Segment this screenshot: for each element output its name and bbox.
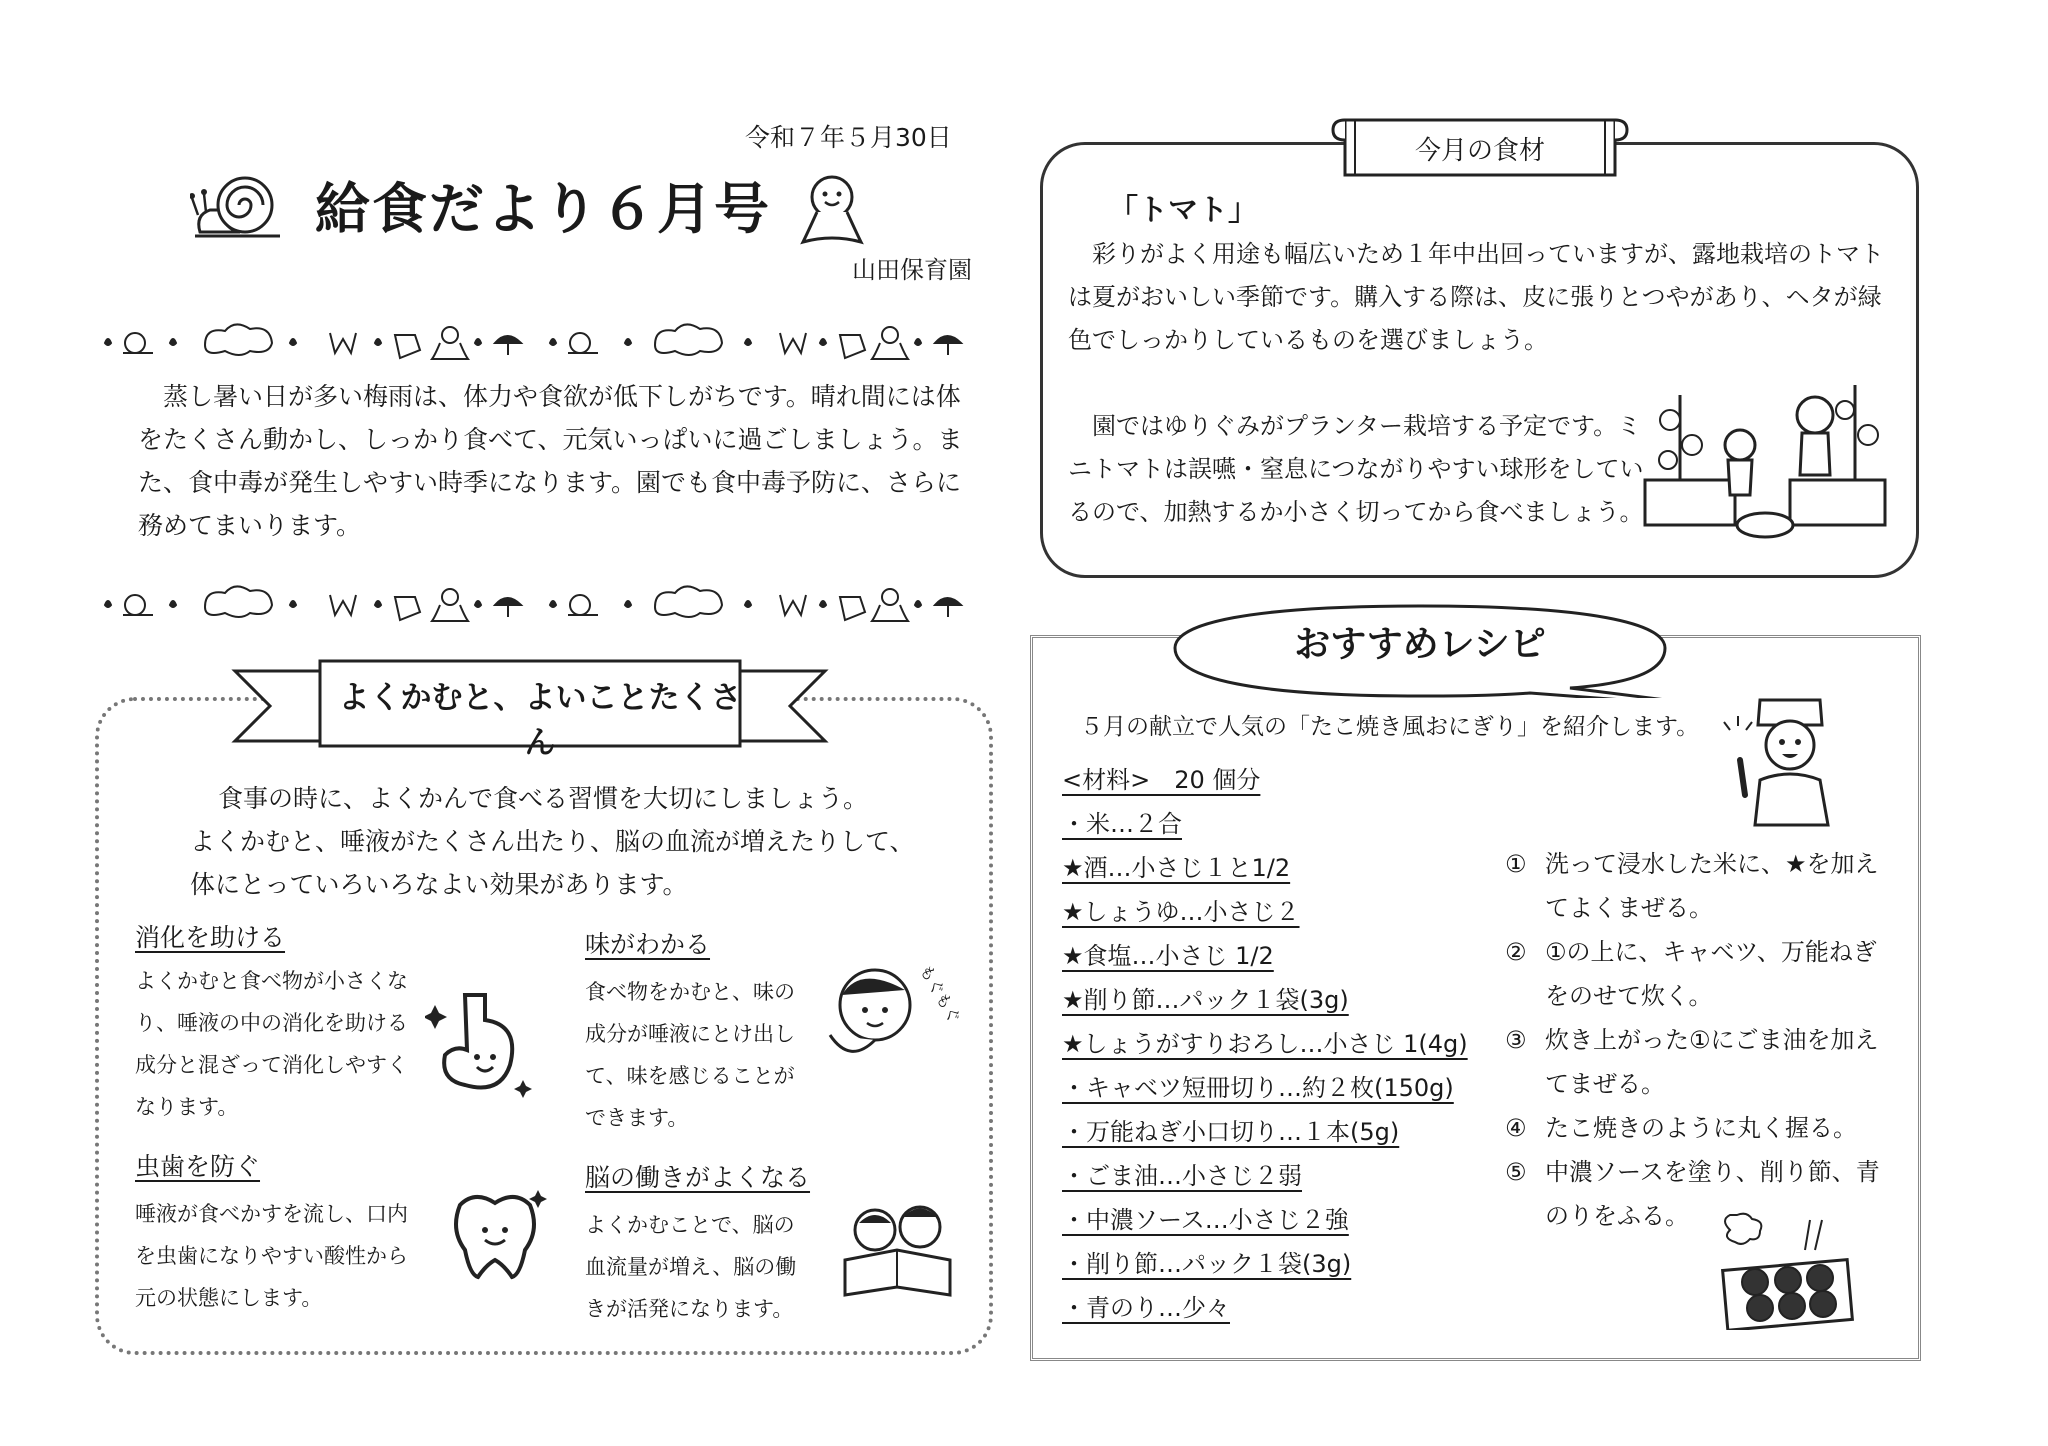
section-taste <box>585 925 815 1139</box>
lead-line: 体にとっていろいろなよい効果があります。 <box>190 870 688 899</box>
step-text: 炊き上がった①にごま油を加えてまぜる。 <box>1545 1026 1879 1098</box>
step-text: ①の上に、キャベツ、万能ねぎをのせて炊く。 <box>1545 938 1877 1010</box>
ingredient-item: ・削り節…パック１袋(3g) <box>1062 1250 1352 1278</box>
teru-teru-bozu-icon <box>795 172 870 247</box>
tooth-icon <box>440 1185 550 1285</box>
section-title: 虫歯を防ぐ <box>135 1152 261 1181</box>
ingredient-item: <材料> 20 個分 <box>1062 766 1261 794</box>
recipe-step <box>1505 1106 1885 1150</box>
chef-icon <box>1720 690 1850 830</box>
ingredient-item: ・キャベツ短冊切り…約２枚(150g) <box>1062 1074 1454 1102</box>
ingredient-item: ★酒…小さじ１と1/2 <box>1062 854 1291 882</box>
ingredient-item: ★削り節…パック１袋(3g) <box>1062 986 1349 1014</box>
ingredient-item: ・青のり…少々 <box>1062 1294 1230 1322</box>
step-number: ④ <box>1505 1114 1527 1142</box>
snail-icon <box>190 170 285 245</box>
recipe-intro: ５月の献立で人気の「たこ焼き風おにぎり」を紹介します。 <box>1080 714 1700 740</box>
ingredient-paragraph-2: 園ではゆりぐみがプランター栽培する予定です。ミニトマトは誤嚥・窒息につながりやすい球形をしているので、加熱するか小さく切ってから食べましょう。 <box>1068 412 1644 526</box>
ingredient-item: ★食塩…小さじ 1/2 <box>1062 942 1274 970</box>
takoyaki-icon <box>1710 1210 1860 1330</box>
step-number: ⑤ <box>1505 1158 1527 1186</box>
section-body: 食べ物をかむと、味の成分が唾液にとけ出して、味を感じることができます。 <box>585 980 795 1130</box>
ingredient-paragraph-1: 彩りがよく用途も幅広いため１年中出回っていますが、露地栽培のトマトは夏がおいしい季節です。購入する際は、皮に張りとつやがあり、ヘタが緑色でしっかりしているものを選びましょう。 <box>1068 240 1884 354</box>
step-number: ② <box>1505 938 1527 966</box>
stomach-icon <box>425 985 535 1105</box>
lead-line: 食事の時に、よくかんで食べる習慣を大切にしましょう。 <box>218 784 869 813</box>
chewing-title: よくかむと、よいことたくさん <box>338 680 742 761</box>
step-text: 洗って浸水した米に、★を加えてよくまぜる。 <box>1545 850 1879 922</box>
recipe-step <box>1505 842 1885 930</box>
section-body: よくかむことで、脳の血流量が増え、脳の働きが活発になります。 <box>585 1213 797 1321</box>
ingredient-item: ★しょうがすりおろし…小さじ 1(4g) <box>1062 1030 1468 1058</box>
decorative-border-top <box>95 315 975 365</box>
children-planting-icon <box>1640 375 1890 545</box>
lead-line: よくかむと、唾液がたくさん出たり、脳の血流が増えたりして、 <box>190 827 915 856</box>
chewing-lead <box>190 777 950 906</box>
recipe-step <box>1505 1018 1885 1106</box>
section-title: 味がわかる <box>585 930 711 959</box>
section-cavities <box>135 1147 420 1319</box>
children-reading-icon <box>835 1195 965 1305</box>
ingredient-item: ★しょうゆ…小さじ２ <box>1062 898 1300 926</box>
section-digestion <box>135 918 410 1128</box>
school-name: 山田保育園 <box>852 256 972 284</box>
ingredient-list <box>1062 758 1482 1330</box>
section-body: 唾液が食べかすを流し、口内を虫歯になりやすい酸性から元の状態にします。 <box>135 1202 408 1310</box>
section-title: 消化を助ける <box>135 923 286 952</box>
step-text: たこ焼きのように丸く握る。 <box>1545 1114 1857 1142</box>
section-body: よくかむと食べ物が小さくなり、唾液の中の消化を助ける成分と混ざって消化しやすくなります。 <box>135 969 408 1119</box>
section-title: 脳の働きがよくなる <box>585 1163 811 1192</box>
recipe-label: おすすめレシピ <box>1294 624 1546 665</box>
decorative-border-bottom <box>95 577 975 627</box>
ingredient-name: 「トマト」 <box>1108 193 1258 228</box>
newsletter-title: 給食だより６月号 <box>315 177 772 241</box>
ingredient-item: ・米…２合 <box>1062 810 1182 838</box>
step-text: 中濃ソースを塗り、削り節、青のりをふる。 <box>1545 1158 1880 1230</box>
issue-date: 令和７年５月30日 <box>745 123 952 152</box>
mogu-mogu-text: もぐもぐ <box>915 961 965 1027</box>
step-list <box>1505 842 1885 1238</box>
ingredient-item: ・中濃ソース…小さじ２強 <box>1062 1206 1349 1234</box>
section-brain <box>585 1158 815 1330</box>
ingredient-item: ・万能ねぎ小口切り…１本(5g) <box>1062 1118 1400 1146</box>
ingredient-item: ・ごま油…小さじ２弱 <box>1062 1162 1302 1190</box>
step-number: ① <box>1505 850 1527 878</box>
ingredient-label: 今月の食材 <box>1414 136 1545 166</box>
recipe-step <box>1505 930 1885 1018</box>
intro-paragraph: 蒸し暑い日が多い梅雨は、体力や食欲が低下しがちです。晴れ間には体をたくさん動かし、しっかり食べて、元気いっぱいに過ごしましょう。また、食中毒が発生しやすい時季になります。園でも食中毒予防に、さらに務めてまいります。 <box>138 382 963 540</box>
step-number: ③ <box>1505 1026 1527 1054</box>
